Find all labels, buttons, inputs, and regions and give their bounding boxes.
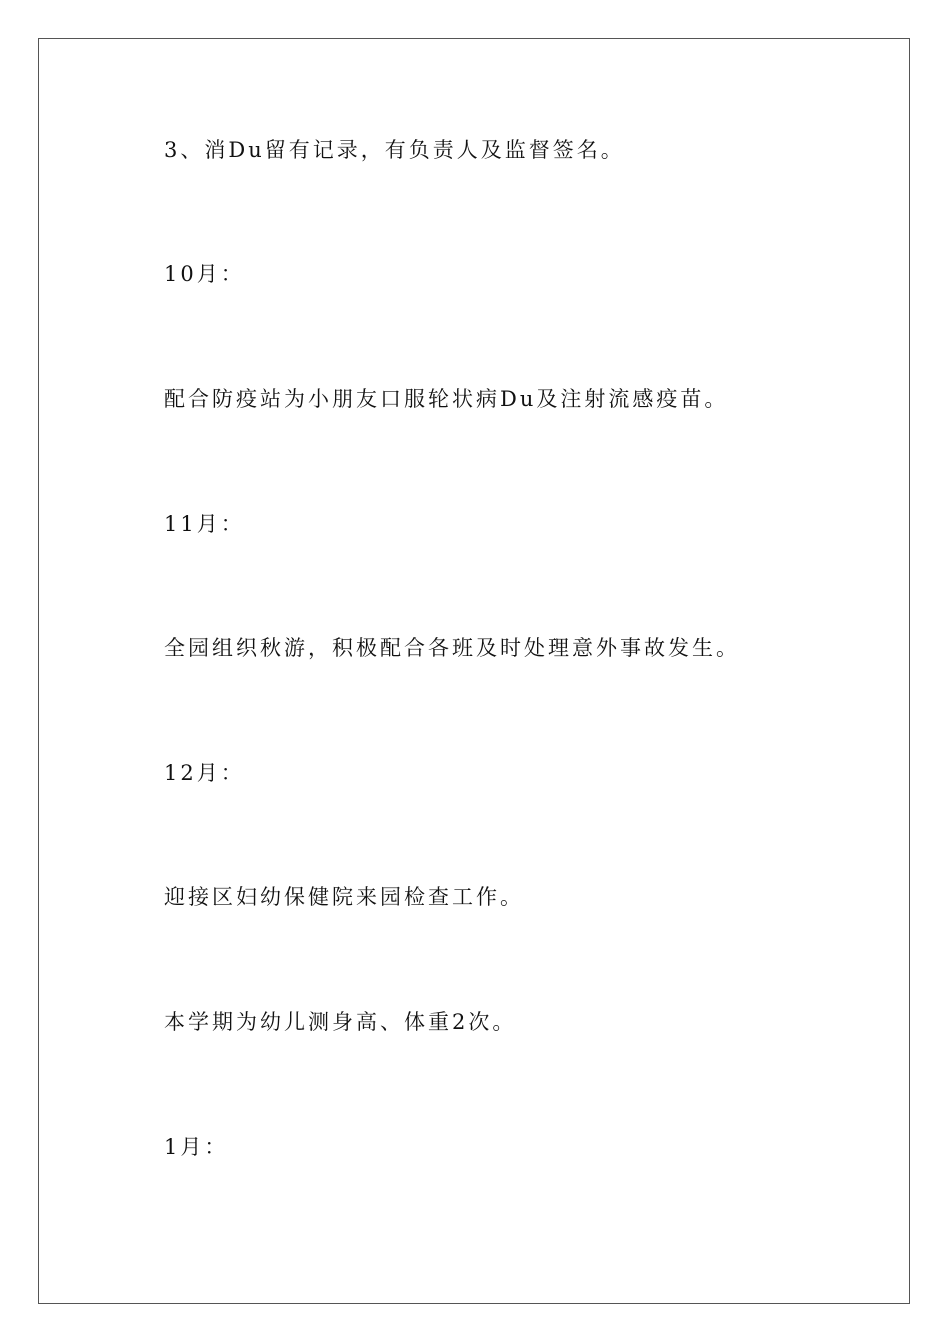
paragraph-height-weight: 本学期为幼儿测身高、体重2次。 bbox=[164, 1010, 517, 1034]
heading-november: 11月： bbox=[164, 512, 245, 536]
paragraph-vaccination: 配合防疫站为小朋友口服轮状病Du及注射流感疫苗。 bbox=[164, 387, 729, 411]
paragraph-disinfection-record: 3、消Du留有记录，有负责人及监督签名。 bbox=[164, 138, 625, 162]
page-border bbox=[38, 38, 910, 1304]
paragraph-inspection: 迎接区妇幼保健院来园检查工作。 bbox=[164, 885, 524, 909]
heading-december: 12月： bbox=[164, 761, 245, 785]
heading-october: 10月： bbox=[164, 262, 245, 286]
paragraph-autumn-outing: 全园组织秋游，积极配合各班及时处理意外事故发生。 bbox=[164, 636, 740, 660]
heading-january: 1月： bbox=[164, 1135, 229, 1159]
